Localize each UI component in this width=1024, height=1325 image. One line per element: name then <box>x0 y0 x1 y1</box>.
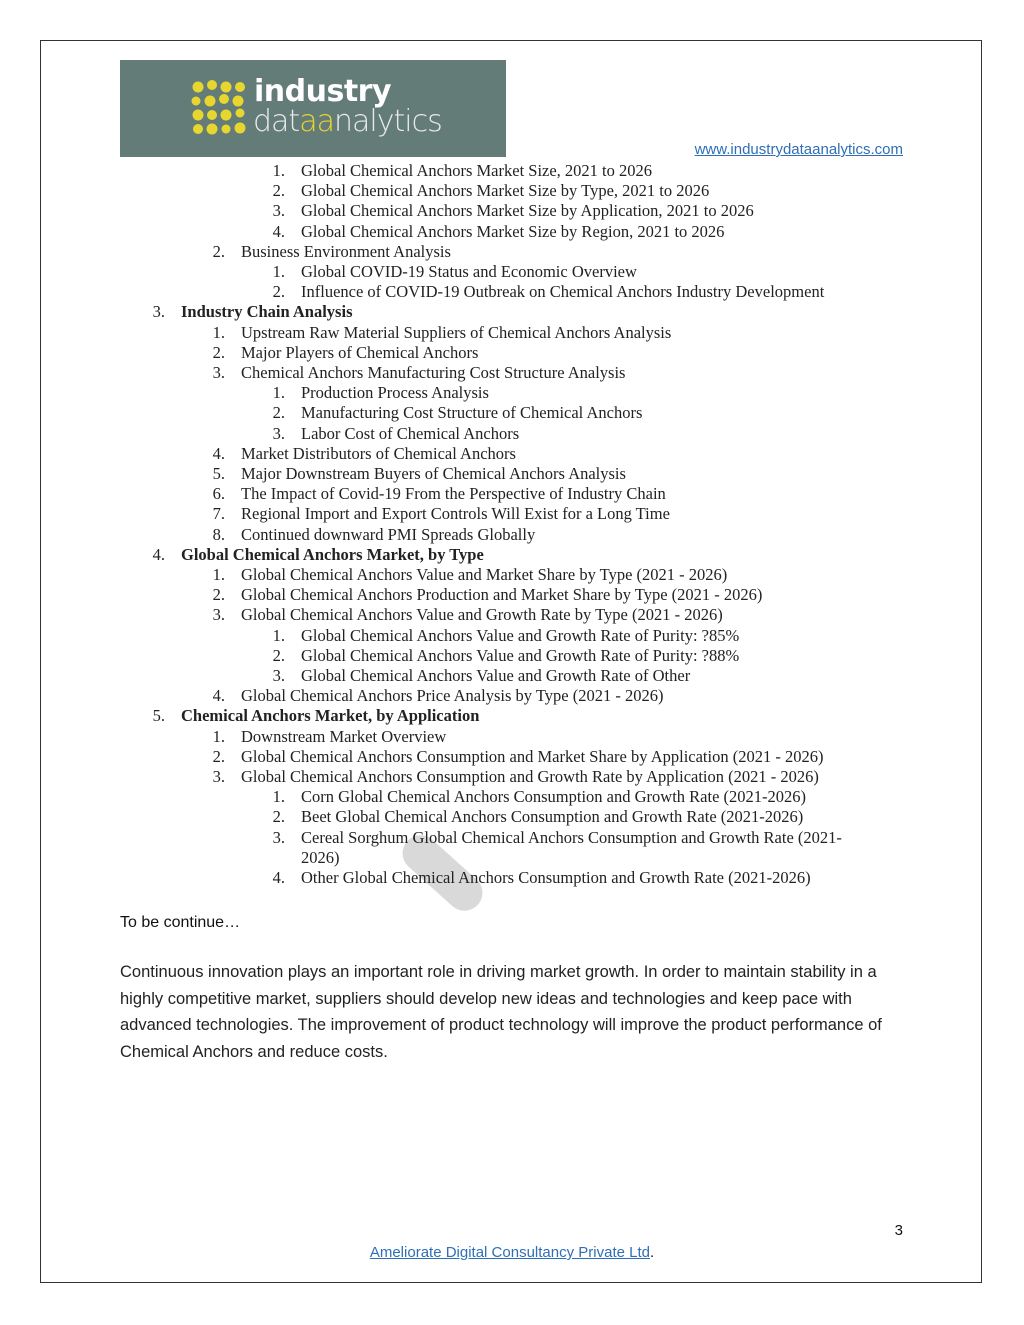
toc-item-number: 2. <box>272 181 285 201</box>
toc-item-text: Global Chemical Anchors Value and Growth Rate of Other <box>301 666 691 685</box>
toc-item-number: 1. <box>212 322 225 342</box>
toc-item-text: Regional Import and Export Controls Will Exist for a Long Time <box>241 504 670 524</box>
toc-item-text: Global Chemical Anchors Price Analysis by Type (2021 - 2026) <box>241 686 664 706</box>
toc-item-text: Manufacturing Cost Structure of Chemical Anchors <box>301 403 643 423</box>
toc-item-number: 3. <box>212 605 225 625</box>
toc-item-number: 3. <box>272 423 285 443</box>
toc-item-number: 2. <box>212 241 225 261</box>
toc-item-text: Cereal Sorghum Global Chemical Anchors Consumption and Growth Rate (2021- <box>301 827 842 847</box>
page-number: 3 <box>894 1222 903 1239</box>
toc-item-text: Business Environment Analysis <box>241 241 451 261</box>
toc-item-text: Corn Global Chemical Anchors Consumption and Growth Rate (2021-2026) <box>301 787 807 807</box>
toc-item-number: 3. <box>272 201 285 221</box>
toc-item-text: Global Chemical Anchors Value and Growth Rate of Purity: ?85% <box>301 625 740 645</box>
toc-item-text: Major Downstream Buyers of Chemical Anchors Analysis <box>241 464 626 483</box>
toc-item-number: 4. <box>212 443 225 463</box>
toc-item-text: Industry Chain Analysis <box>181 302 353 322</box>
toc-item-number: 2. <box>212 585 225 605</box>
toc-item-text: Other Global Chemical Anchors Consumption and Growth Rate (2021-2026) <box>301 868 811 887</box>
toc-item-text: Global Chemical Anchors Market Size by Region, 2021 to 2026 <box>301 221 725 241</box>
toc-item-number: 3. <box>212 767 225 786</box>
toc-item-text: Global Chemical Anchors Market, by Type <box>181 544 484 564</box>
toc-item-text: Downstream Market Overview <box>241 726 447 746</box>
toc-item-text: Global Chemical Anchors Consumption and Growth Rate by Application (2021 - 2026) <box>241 767 819 786</box>
toc-item-text: Chemical Anchors Market, by Application <box>181 706 480 726</box>
toc-item-number: 3. <box>152 302 165 322</box>
toc-item-number: 1. <box>272 625 285 645</box>
footer <box>0 1244 1024 1261</box>
logo-dots-icon <box>190 79 246 137</box>
toc-item-number: 4. <box>272 868 285 887</box>
toc-item-text: Global Chemical Anchors Value and Growth Rate of Purity: ?88% <box>301 645 740 665</box>
to-be-continued-heading: To be continue… <box>120 914 241 931</box>
toc-item-number: 7. <box>212 504 225 524</box>
toc-item-number: 2. <box>212 342 225 362</box>
website-link[interactable]: www.industrydataanalytics.com <box>694 141 903 158</box>
logo-text-industry: industry <box>254 74 392 109</box>
toc-item-number: 5. <box>152 706 165 726</box>
toc-item-number: 2. <box>212 746 225 766</box>
footer-suffix: . <box>649 1244 655 1261</box>
toc-item-number: 2. <box>272 282 285 302</box>
toc-item-text: Global COVID-19 Status and Economic Overview <box>301 262 637 281</box>
toc-item-text: Influence of COVID-19 Outbreak on Chemical Anchors Industry Development <box>301 282 825 302</box>
toc-item-number: 5. <box>212 464 225 483</box>
toc-item-text: 2026) <box>301 847 340 867</box>
logo-text-dataanalytics: dataanalytics <box>253 104 442 139</box>
toc-item-text: Global Chemical Anchors Value and Growth Rate by Type (2021 - 2026) <box>241 605 723 625</box>
toc-item-text: Chemical Anchors Manufacturing Cost Structure Analysis <box>241 363 626 382</box>
toc-item-number: 3. <box>272 827 285 847</box>
toc-item-text: Global Chemical Anchors Consumption and Market Share by Application (2021 - 2026) <box>241 746 824 766</box>
toc-item-text: Production Process Analysis <box>301 383 489 403</box>
toc-item-number: 6. <box>212 484 225 504</box>
toc-item-number: 4. <box>152 544 165 564</box>
toc-item-text: Global Chemical Anchors Value and Market Share by Type (2021 - 2026) <box>241 565 728 584</box>
toc-item-number: 1. <box>272 161 285 180</box>
toc-item-number: 1. <box>272 383 285 403</box>
toc-item-number: 2. <box>272 807 285 827</box>
toc-item-number: 1. <box>272 787 285 807</box>
company-logo <box>120 60 506 157</box>
body-paragraph: Continuous innovation plays an important role in driving market growth. In order to maintain stability in a highly competitive market, suppliers should develop new ideas and technologies and keep pace with advanced technologies. The improvement of product technology will improve the product performance of Chemical Anchors and reduce costs. <box>120 963 882 1061</box>
toc-item-number: 1. <box>212 565 225 584</box>
toc-item-text: Labor Cost of Chemical Anchors <box>301 423 520 443</box>
toc-item-number: 4. <box>212 686 225 706</box>
toc-item-text: Major Players of Chemical Anchors <box>241 342 479 362</box>
toc-item-text: Global Chemical Anchors Market Size by Type, 2021 to 2026 <box>301 181 710 201</box>
toc-item-text: Global Chemical Anchors Production and Market Share by Type (2021 - 2026) <box>241 585 763 605</box>
toc-item-text: Global Chemical Anchors Market Size, 2021 to 2026 <box>301 161 653 180</box>
toc-item-text: Beet Global Chemical Anchors Consumption and Growth Rate (2021-2026) <box>301 807 804 827</box>
toc-item-number: 2. <box>272 403 285 423</box>
toc-item-text: The Impact of Covid-19 From the Perspective of Industry Chain <box>241 484 666 504</box>
company-link[interactable]: Ameliorate Digital Consultancy Private Ltd <box>369 1244 650 1261</box>
toc-item-text: Market Distributors of Chemical Anchors <box>241 443 516 463</box>
toc-item-number: 8. <box>212 524 225 544</box>
toc-item-number: 1. <box>212 726 225 746</box>
toc-item-text: Upstream Raw Material Suppliers of Chemical Anchors Analysis <box>241 322 672 342</box>
toc-item-number: 2. <box>272 645 285 665</box>
toc-item-number: 1. <box>272 262 285 281</box>
toc-item-number: 3. <box>272 666 285 685</box>
toc-item-number: 3. <box>212 363 225 382</box>
toc-item-text: Global Chemical Anchors Market Size by Application, 2021 to 2026 <box>301 201 754 221</box>
toc-item-number: 4. <box>272 221 285 241</box>
toc-item-text: Continued downward PMI Spreads Globally <box>241 524 536 544</box>
